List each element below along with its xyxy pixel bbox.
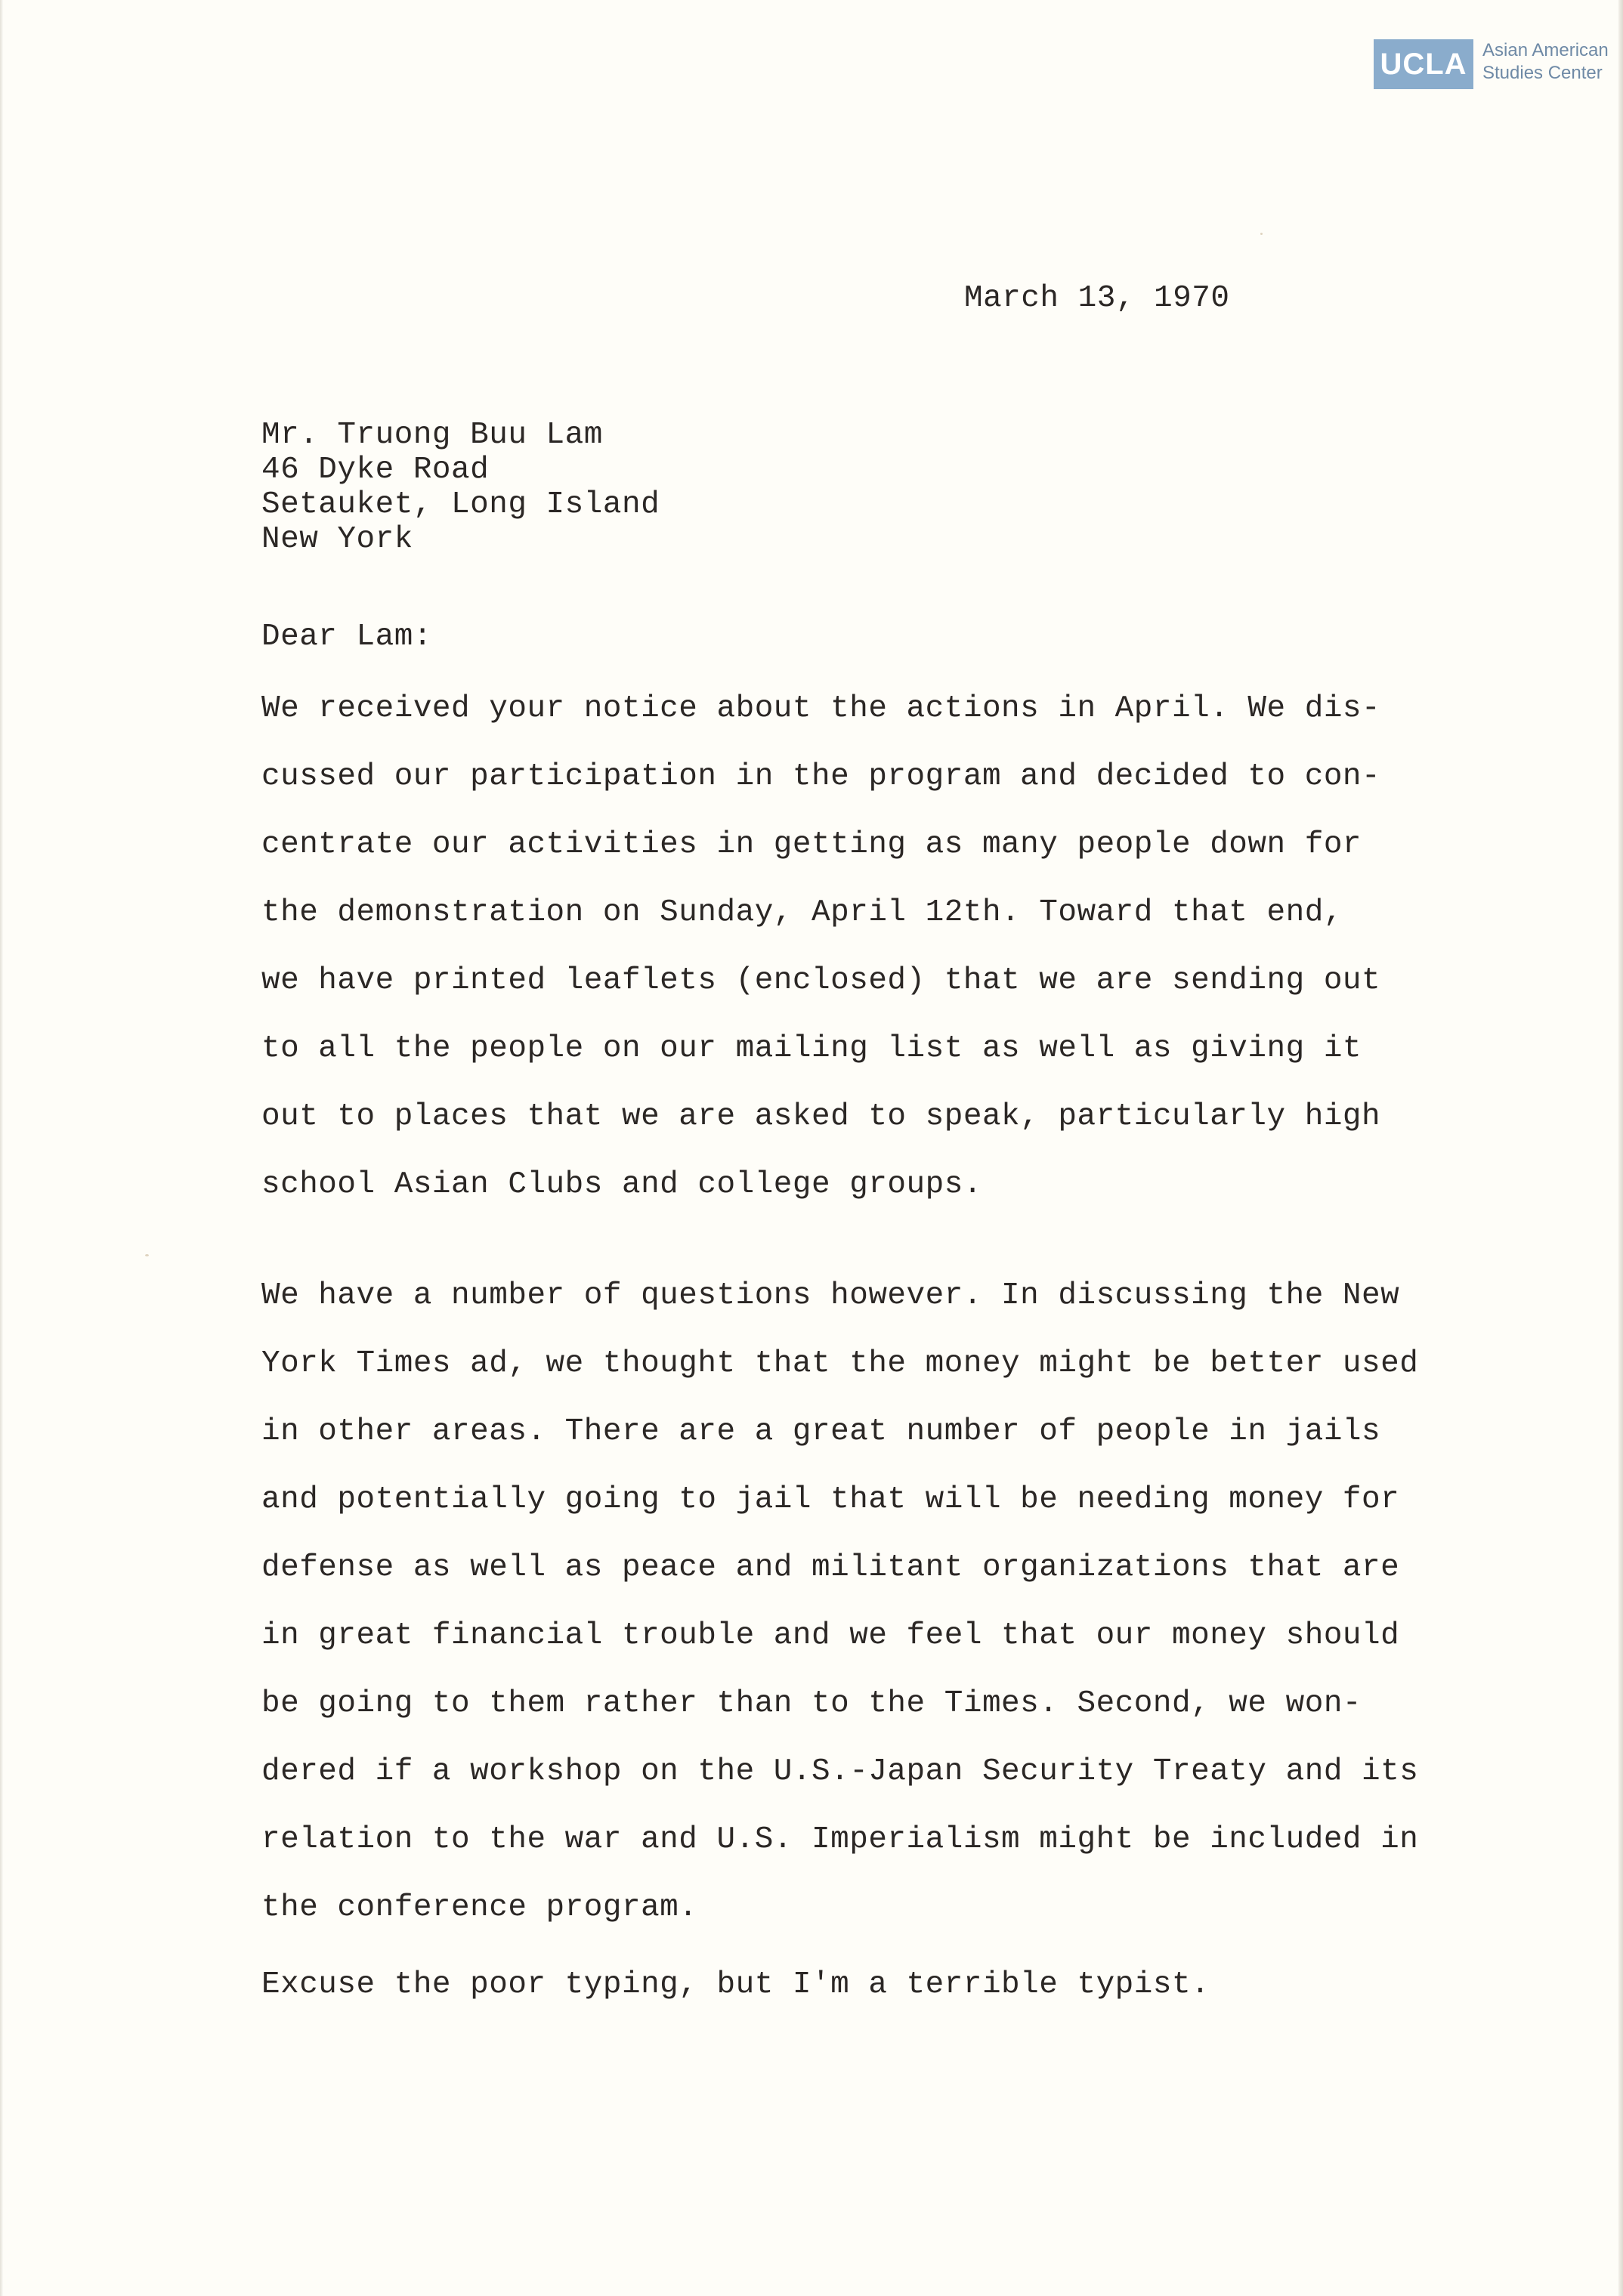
paper-speck (1260, 233, 1263, 235)
address-line: 46 Dyke Road (261, 453, 490, 487)
body-paragraph-2 (261, 1262, 1418, 1942)
ucla-logo-text: UCLA (1380, 47, 1467, 81)
body-line: school Asian Clubs and college groups. (261, 1167, 982, 1202)
body-line: we have printed leaflets (enclosed) that we are sending out (261, 963, 1381, 998)
address-line: New York (261, 522, 413, 557)
body-line: York Times ad, we thought that the money might be better used (261, 1346, 1419, 1381)
address-line: Mr. Truong Buu Lam (261, 418, 603, 453)
body-line: out to places that we are asked to speak, particularly high (261, 1099, 1381, 1134)
letter-date: March 13, 1970 (964, 281, 1230, 316)
body-line: defense as well as peace and militant organizations that are (261, 1550, 1400, 1585)
body-line: relation to the war and U.S. Imperialism might be included in (261, 1822, 1419, 1857)
body-line: be going to them rather than to the Times. Second, we won- (261, 1686, 1362, 1721)
salutation: Dear Lam: (261, 620, 432, 654)
body-line: and potentially going to jail that will be needing money for (261, 1482, 1400, 1517)
body-line: We have a number of questions however. In discussing the New (261, 1278, 1400, 1313)
body-line: dered if a workshop on the U.S.-Japan Security Treaty and its (261, 1754, 1419, 1789)
center-name-line: Studies Center (1482, 63, 1603, 83)
body-line: Excuse the poor typing, but I'm a terrible typist. (261, 1967, 1210, 2002)
body-line: to all the people on our mailing list as well as giving it (261, 1031, 1362, 1066)
paper-speck (145, 1254, 149, 1256)
paper-right-edge (1618, 0, 1623, 2296)
paper-left-edge (0, 0, 3, 2296)
body-line: We received your notice about the actions in April. We dis- (261, 691, 1381, 726)
body-line: cussed our participation in the program and decided to con- (261, 759, 1381, 794)
body-paragraph-3 (261, 1951, 1210, 2019)
ucla-logo (1374, 39, 1473, 89)
body-paragraph-1 (261, 675, 1380, 1219)
address-line: Setauket, Long Island (261, 487, 660, 522)
body-line: in other areas. There are a great number of people in jails (261, 1414, 1381, 1449)
body-line: the conference program. (261, 1890, 698, 1925)
body-line: centrate our activities in getting as many people down for (261, 827, 1362, 862)
center-name (1482, 39, 1618, 85)
body-line: the demonstration on Sunday, April 12th. Toward that end, (261, 895, 1343, 930)
center-name-line: Asian American (1482, 40, 1609, 60)
body-line: in great financial trouble and we feel that our money should (261, 1618, 1400, 1653)
